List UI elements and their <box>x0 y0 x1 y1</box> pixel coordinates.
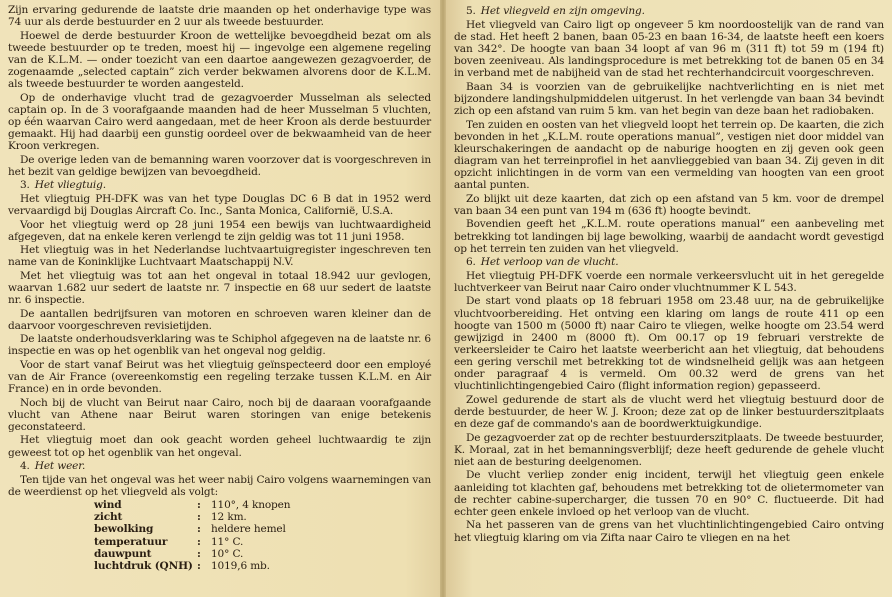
paragraph: De laatste onderhoudsverklaring was te Schiphol afgegeven na de laatste nr. 6 inspectie en was op het ogenblik van het ongeval nog geldig. <box>8 333 431 358</box>
section-number: 6. <box>466 256 476 269</box>
weather-intro: Ten tijde van het ongeval was het weer nabij Cairo volgens waarnemingen van de weerdienst op het vliegveld als volgt: <box>8 473 431 498</box>
paragraph: De gezagvoerder zat op de rechter bestuurderszitplaats. De tweede bestuurder, K. Moraal, zat in het bemanningsverblijf; deze heeft gedurende de gehele vlucht niet aan de besturing deelgenomen. <box>454 431 884 468</box>
section-heading-5 <box>454 5 884 17</box>
weather-row: wind : 110°, 4 knopen <box>94 499 371 511</box>
right-column <box>454 4 884 545</box>
paragraph: Baan 34 is voorzien van de gebruikelijke nachtverlichting en is niet met bijzondere landingshulpmiddelen uitgerust. In het verlengde van baan 34 bevindt zich op een afstand van ruim 5 km. van het begin van deze baan het radiobaken. <box>454 80 884 118</box>
left-page <box>0 0 440 597</box>
paragraph: De vlucht verliep zonder enig incident, terwijl het vliegtuig geen enkele aanleiding tot klachten gaf, behoudens met betrekking tot de olietermometer van de rechter cabine-supercharger, die tussen 70 en 90° C. fluctueerde. Dit had echter geen enkele invloed op het verloop van de vlucht. <box>454 469 884 518</box>
weather-key: zicht <box>94 511 123 524</box>
paragraph: Zijn ervaring gedurende de laatste drie maanden op het onderhavige type was 74 uur als derde bestuurder en 2 uur als tweede bestuurder. <box>8 4 431 29</box>
section-number: 3. <box>20 179 30 192</box>
section-title: Het weer. <box>34 459 86 472</box>
weather-key: luchtdruk (QNH) <box>94 559 193 572</box>
section-title: Het vliegtuig. <box>34 179 106 192</box>
section-title: Het vliegveld en zijn omgeving. <box>480 5 645 17</box>
weather-key: dauwpunt <box>94 547 152 560</box>
weather-row: zicht : 12 km. <box>94 511 371 523</box>
paragraph: De overige leden van de bemanning waren voorzover dat is voorgeschreven in het bezit van geldige bewijzen van bevoegdheid. <box>8 153 431 178</box>
paragraph: Bovendien geeft het „K.L.M. route operations manual” een aanbeveling met betrekking tot landingen bij lage bewolking, waarbij de aandacht wordt gevestigd op het terrein ten zuiden van het vliegveld. <box>454 218 884 255</box>
weather-table <box>94 499 371 572</box>
weather-value: heldere hemel <box>211 523 286 536</box>
paragraph: Ten zuiden en oosten van het vliegveld loopt het terrein op. De kaarten, die zich bevonden in het „K.L.M. route operations manual”, vestigen niet door middel van kleurschakeringen de aandacht op de naburige hoogten en zij geven ook geen diagram van het terreinprofiel in het aanvlieggebied van baan 34. Zij geven in dit opzicht inlichtingen in de vorm van een vermelding van hoogten van een groot aantal punten. <box>454 118 884 192</box>
weather-row: luchtdruk (QNH) : 1019,6 mb. <box>94 560 371 572</box>
paragraph: Voor het vliegtuig werd op 28 juni 1954 een bewijs van luchtwaardigheid afgegeven, dat na enkele keren verlengd te zijn geldig was tot 11 juni 1958. <box>8 218 431 243</box>
weather-key: wind <box>94 499 122 512</box>
section-heading-3 <box>8 179 431 191</box>
paragraph: Het vliegtuig was in het Nederlandse luchtvaartuigregister ingeschreven ten name van de Koninklijke Luchtvaart Maatschappij N.V. <box>8 244 431 269</box>
paragraph: Het vliegtuig moet dan ook geacht worden geheel luchtwaardig te zijn geweest tot op het ogenblik van het ongeval. <box>8 434 431 459</box>
paragraph: Zowel gedurende de start als de vlucht werd het vliegtuig bestuurd door de derde bestuurder, de heer W. J. Kroon; deze zat op de linker bestuurderszitplaats en deze gaf de commando's aan de boordwerktuigkundige. <box>454 393 884 431</box>
weather-value: 110°, 4 knopen <box>211 499 291 512</box>
section-heading-6 <box>454 256 884 268</box>
paragraph: Op de onderhavige vlucht trad de gezagvoerder Musselman als selected captain op. In de 3 voorafgaande maanden had de heer Musselman 5 vluchten, op één waarvan Cairo werd aangedaan, met de heer Kroon als derde bestuurder gemaakt. Hij had daarbij een gunstig oordeel over de bekwaamheid van de heer Kroon verkregen. <box>8 91 431 153</box>
weather-key: temperatuur <box>94 535 168 548</box>
right-page <box>446 0 892 597</box>
weather-value: 1019,6 mb. <box>211 559 270 572</box>
paragraph: De start vond plaats op 18 februari 1958 om 23.48 uur, na de gebruikelijke vluchtvoorbereiding. Het ontving een klaring om langs de route 411 op een hoogte van 1500 m (5000 ft) naar Cairo te vliegen, welke hoogte om 23.54 werd gewijzigd in 2400 m (8000 ft). Om 00.17 op 19 februari verstrekte de verkeersleider te Cairo het laatste weerbericht aan het vliegtuig, dat behoudens een gering verschil met betrekking tot de windsnelheid gelijk was aan hetgeen onder paragraaf 4 is vermeld. Om 00.32 werd de grens van het vluchtinlichtingengebied Cairo (flight information region) gepasseerd. <box>454 295 884 393</box>
weather-value: 11° C. <box>211 535 244 548</box>
left-column <box>8 4 431 572</box>
paragraph: Het vliegveld van Cairo ligt op ongeveer 5 km noordoostelijk van de rand van de stad. Het heeft 2 banen, baan 05-23 en baan 16-34, de laatste heeft een koers van 342°. De hoogte van baan 34 loopt af van 96 m (311 ft) tot 59 m (194 ft) boven zeeniveau. Als landingsprocedure is met betrekking tot de banen 05 en 34 in verband met de nabijheid van de stad het rechterhandcircuit voorgeschreven. <box>454 18 884 80</box>
paragraph: Met het vliegtuig was tot aan het ongeval in totaal 18.942 uur gevlogen, waarvan 1.682 uur sedert de laatste nr. 7 inspectie en 68 uur sedert de laatste nr. 6 inspectie. <box>8 269 431 307</box>
weather-row: dauwpunt : 10° C. <box>94 548 371 560</box>
paragraph: Het vliegtuig PH-DFK was van het type Douglas DC 6 B dat in 1952 werd vervaardigd bij Douglas Aircraft Co. Inc., Santa Monica, Californië, U.S.A. <box>8 193 431 218</box>
section-title: Het verloop van de vlucht. <box>480 256 619 269</box>
weather-row: bewolking : heldere hemel <box>94 523 371 535</box>
weather-key: bewolking <box>94 523 154 536</box>
paragraph: Zo blijkt uit deze kaarten, dat zich op een afstand van 5 km. voor de drempel van baan 34 een punt van 194 m (636 ft) hoogte bevindt. <box>454 192 884 217</box>
paragraph: Voor de start vanaf Beirut was het vliegtuig geïnspecteerd door een employé van de Air France (overeenkomstig een regeling terzake tussen K.L.M. en Air France) en in orde bevonden. <box>8 358 431 396</box>
section-number: 4. <box>20 459 30 472</box>
section-heading-4 <box>8 460 431 472</box>
weather-value: 10° C. <box>211 547 244 560</box>
weather-row: temperatuur : 11° C. <box>94 536 371 548</box>
paragraph: Hoewel de derde bestuurder Kroon de wettelijke bevoegdheid bezat om als tweede bestuurder op te treden, moest hij — ingevolge een algemene regeling van de K.L.M. — onder toezicht van een daartoe aangewezen gezagvoerder, de zogenaamde „selected captain” zich verder bekwamen alvorens door de K.L.M. als tweede bestuurder te worden aangesteld. <box>8 29 431 91</box>
section-number: 5. <box>466 5 476 17</box>
paragraph: Noch bij de vlucht van Beirut naar Cairo, noch bij de daaraan voorafgaande vlucht van Athene naar Beirut waren storingen van enige betekenis geconstateerd. <box>8 396 431 433</box>
paragraph: De aantallen bedrijfsuren van motoren en schroeven waren kleiner dan de daarvoor voorgeschreven revisietijden. <box>8 307 431 332</box>
weather-value: 12 km. <box>211 511 247 524</box>
paragraph: Na het passeren van de grens van het vluchtinlichtingengebied Cairo ontving het vliegtuig klaring om via Zifta naar Cairo te vliegen en na het <box>454 519 884 544</box>
paragraph: Het vliegtuig PH-DFK voerde een normale verkeersvlucht uit in het geregelde luchtverkeer van Beirut naar Cairo onder vluchtnummer K L 543. <box>454 269 884 294</box>
